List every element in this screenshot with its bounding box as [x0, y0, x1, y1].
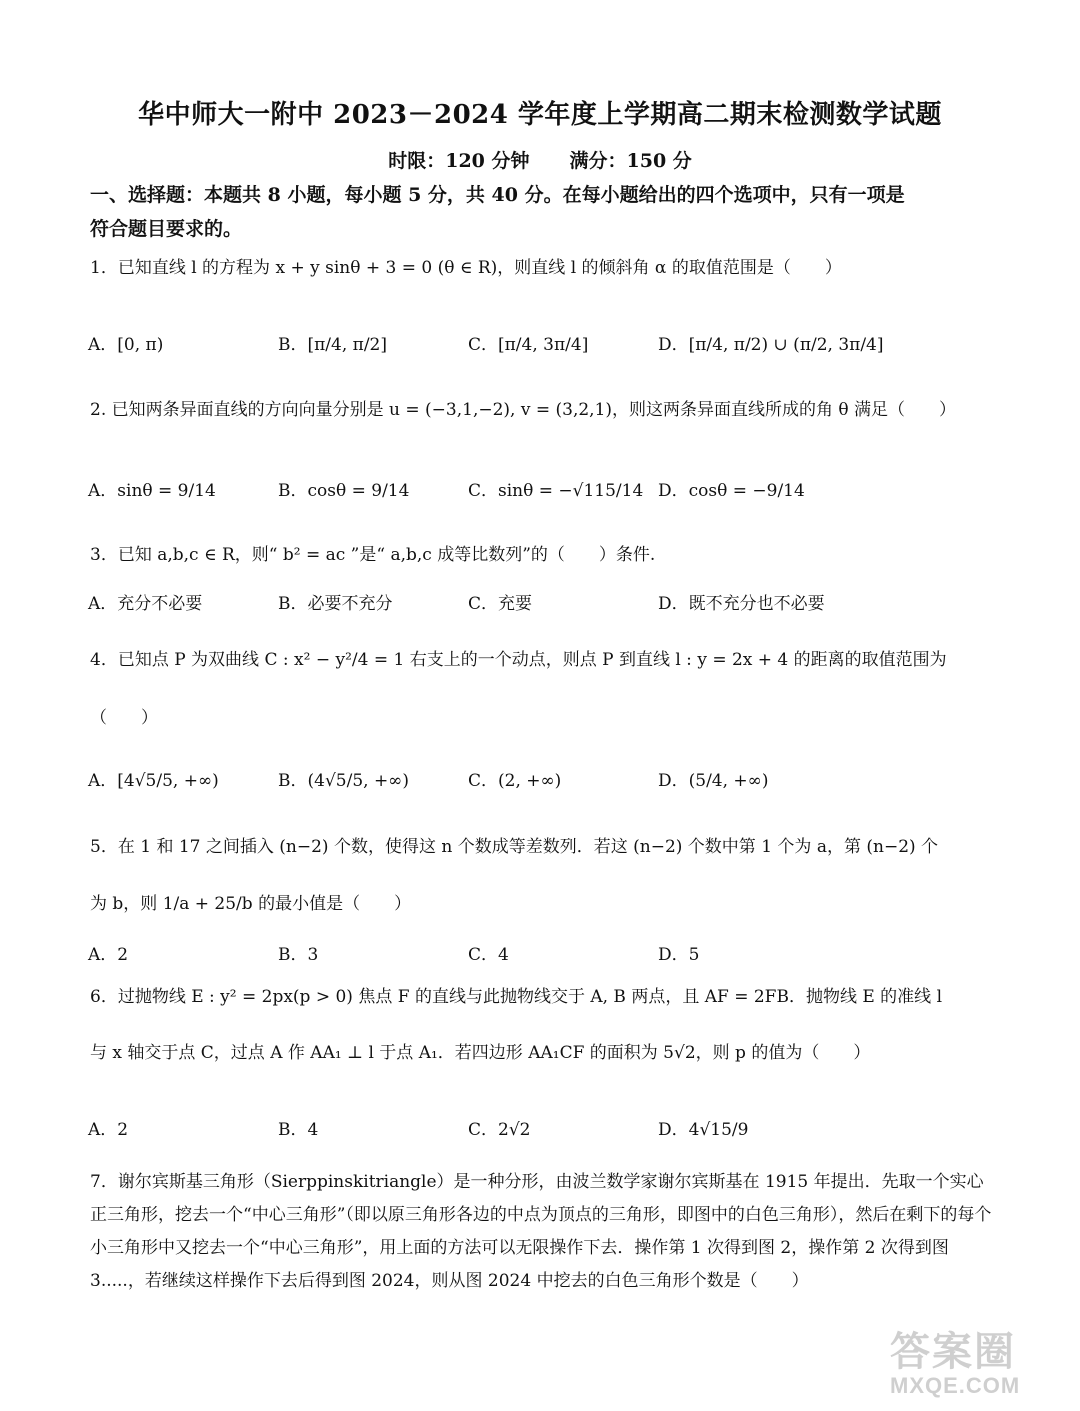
watermark-url: MXQE.COM — [890, 1373, 1021, 1398]
question-4-paren: （ ） — [90, 708, 158, 728]
question-6-stem-cont: 与 x 轴交于点 C，过点 A 作 AA₁ ⊥ l 于点 A₁．若四边形 AA₁CF 的面积为 5√2，则 p 的值为（ ） — [90, 1043, 871, 1063]
q1-option-d: D．[π/4, π/2) ∪ (π/2, 3π/4] — [658, 335, 884, 355]
question-1-stem: 1．已知直线 l 的方程为 x + y sinθ + 3 = 0 (θ ∈ R)，则直线 l 的倾斜角 α 的取值范围是（ ） — [90, 258, 842, 278]
watermark-logo-text: 答案圈 — [890, 1330, 1016, 1374]
page-title: 华中师大一附中 2023－2024 学年度上学期高二期末检测数学试题 — [138, 100, 942, 130]
q3-option-d: D．既不充分也不必要 — [658, 594, 825, 614]
q2-option-d: D．cosθ = −9/14 — [658, 481, 805, 501]
q4-option-d: D．(5/4, +∞) — [658, 771, 769, 791]
question-2-stem: 2. 已知两条异面直线的方向向量分别是 u = (−3,1,−2), v = (3,2,1)，则这两条异面直线所成的角 θ 满足（ ） — [90, 400, 957, 420]
section-heading: 一、选择题：本题共 8 小题，每小题 5 分，共 40 分。在每小题给出的四个选项中，只有一项是 — [90, 184, 905, 206]
q6-option-c: C．2√2 — [468, 1120, 531, 1140]
q3-option-a: A．充分不必要 — [88, 594, 203, 614]
q4-option-b: B．(4√5/5, +∞) — [278, 771, 409, 791]
q6-option-d: D．4√15/9 — [658, 1120, 749, 1140]
question-5-stem-cont: 为 b，则 1/a + 25/b 的最小值是（ ） — [90, 894, 412, 914]
question-7-text: 7．谢尔宾斯基三角形（Sierppinskitriangle）是一种分形，由波兰数学家谢尔宾斯基在 1915 年提出．先取一个实心正三角形，挖去一个“中心三角形”（即以原三角形各边的中点为顶点的三角形，即图中的白色三角形），然后在剩下的每个小三角形中又挖去一个“中心三角形”，用上面的方法可以无限操作下去．操作第 1 次得到图 2，操作第 2 次得到图 3.....，若继续这样操作下去后得到图 2024，则从图 2024 中挖去的白色三角形个数是（ ） — [90, 1172, 992, 1291]
q4-option-a: A．[4√5/5, +∞) — [88, 771, 219, 791]
q5-option-a: A．2 — [88, 945, 129, 965]
q3-option-c: C．充要 — [468, 594, 533, 614]
q1-option-c: C．[π/4, 3π/4] — [468, 335, 589, 355]
q5-option-d: D．5 — [658, 945, 700, 965]
q2-option-a: A．sinθ = 9/14 — [88, 481, 216, 501]
q3-option-b: B．必要不充分 — [278, 594, 393, 614]
q6-option-b: B．4 — [278, 1120, 319, 1140]
exam-time: 时限：120 分钟 — [388, 150, 530, 172]
q5-option-b: B．3 — [278, 945, 319, 965]
q2-option-b: B．cosθ = 9/14 — [278, 481, 410, 501]
exam-meta — [0, 146, 1080, 173]
question-6-stem: 6．过抛物线 E : y² = 2px(p > 0) 焦点 F 的直线与此抛物线交于 A, B 两点，且 AF = 2FB．抛物线 E 的准线 l — [90, 987, 943, 1007]
question-5-stem: 5．在 1 和 17 之间插入 (n−2) 个数，使得这 n 个数成等差数列．若这 (n−2) 个数中第 1 个为 a，第 (n−2) 个 — [90, 837, 939, 857]
site-watermark — [890, 1320, 1060, 1400]
q1-option-a: A．[0, π) — [88, 335, 164, 355]
q6-option-a: A．2 — [88, 1120, 129, 1140]
question-4-stem: 4．已知点 P 为双曲线 C : x² − y²/4 = 1 右支上的一个动点，则点 P 到直线 l : y = 2x + 4 的距离的取值范围为 — [90, 650, 947, 670]
full-score: 满分：150 分 — [569, 150, 692, 172]
section-heading-cont: 符合题目要求的。 — [90, 218, 243, 240]
q1-option-b: B．[π/4, π/2] — [278, 335, 387, 355]
q4-option-c: C．(2, +∞) — [468, 771, 562, 791]
question-3-stem: 3．已知 a,b,c ∈ R，则“ b² = ac ”是“ a,b,c 成等比数列”的（ ）条件. — [90, 545, 656, 565]
q2-option-c: C．sinθ = −√115/14 — [468, 481, 644, 501]
q5-option-c: C．4 — [468, 945, 509, 965]
